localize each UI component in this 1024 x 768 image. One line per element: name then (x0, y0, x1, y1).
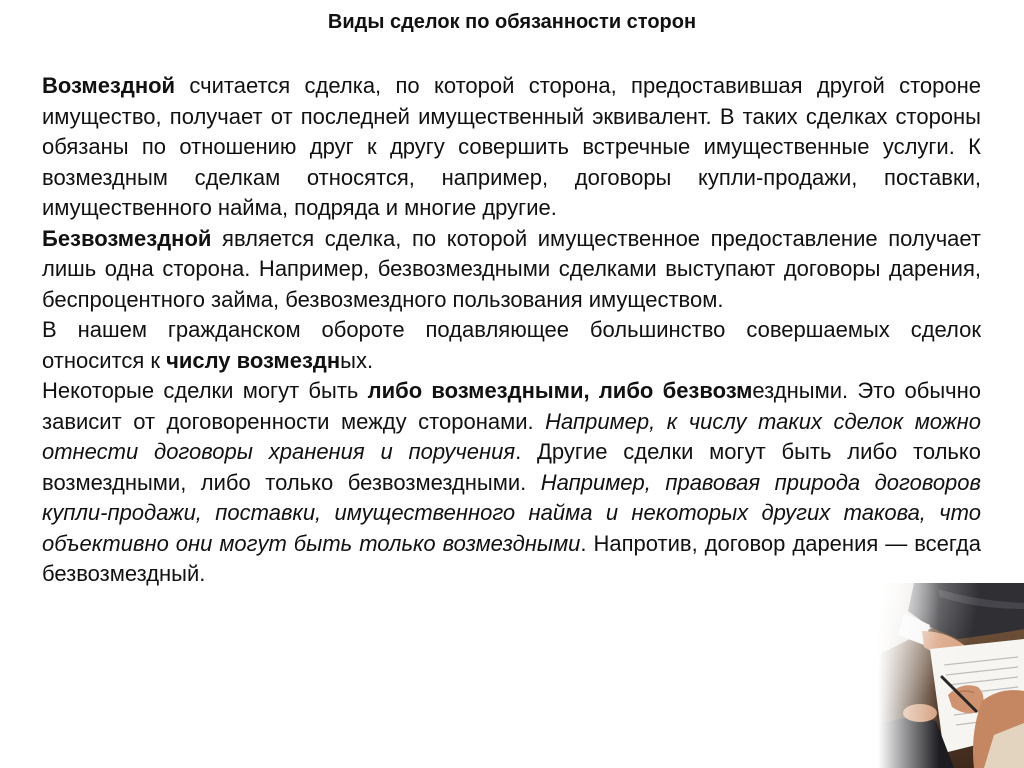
slide-title: Виды сделок по обязанности сторон (327, 11, 697, 33)
term-gratuitous-transaction: Безвозмездной (42, 225, 212, 251)
example-text: Например, правовая природа договоров купли-продажи, поставки, имущественного найма и некоторых других такова, что объективно они могут быть только возмездными (42, 469, 982, 556)
emphasis-text: числу возмездн (166, 347, 341, 373)
paragraph-text: . Другие сделки могут быть либо только возмездными, либо только безвозмездными. (42, 439, 981, 495)
paragraph-text: ездными. Это обычно зависит от договоренности между сторонами. (42, 378, 981, 434)
paragraph-text: ых. (340, 347, 374, 373)
paragraph-text: считается сделка, по которой сторона, предоставившая другой стороне имущество, получает от последней имущественный эквивалент. В таких сделках стороны обязаны по отношению друг к другу совершить встречные имущественные услуги. К возмездным сделкам относятся, например, договоры купли-продажи, поставки, имущественного найма, подряда и многие другие. (42, 73, 981, 220)
paragraph-mixed-transactions (42, 376, 981, 590)
paragraph-text: Некоторые сделки могут быть (42, 378, 368, 403)
paragraph-gratuitous-transaction (42, 224, 981, 316)
slide-body-text (42, 71, 981, 590)
paragraph-paid-transaction (42, 71, 981, 224)
example-text: Например, к числу таких сделок можно отнести договоры хранения и поручения (42, 408, 982, 464)
paragraph-civil-turnover (42, 315, 981, 376)
paragraph-text: В нашем гражданском обороте подавляющее большинство совершаемых сделок относится к (42, 317, 981, 373)
paragraph-text: является сделка, по которой имущественное предоставление получает лишь одна сторона. Например, безвозмездными сделками выступают договоры дарения, беспроцентного займа, безвозмездного пользования имуществом. (42, 225, 981, 312)
fade-overlay-top (878, 583, 1024, 768)
emphasis-text: либо возмездными, либо безвозм (367, 378, 753, 403)
term-paid-transaction: Возмездной (42, 73, 176, 98)
paragraph-text: . Напротив, договор дарения — всегда безвозмездный. (42, 530, 981, 586)
contract-signing-photo (878, 583, 1024, 768)
